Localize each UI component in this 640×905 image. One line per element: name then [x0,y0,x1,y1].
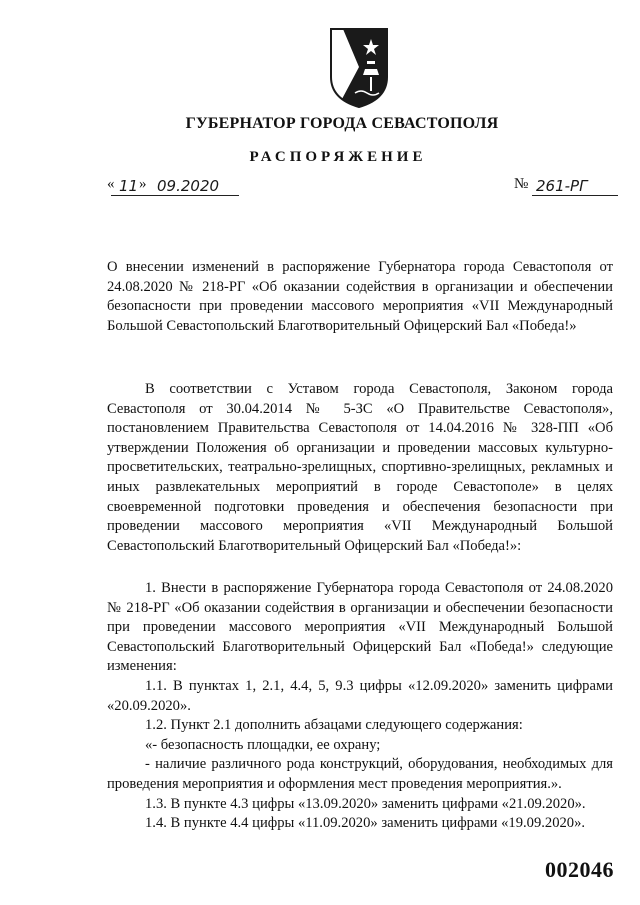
item-1: 1. Внести в распоряжение Губернатора города Севастополя от 24.08.2020 № 218-РГ «Об оказании содействия в организации и обеспечении безопасности при проведении массового мероприятия «VII Международный Большой Севастопольский Благотворительный Офицерский Бал «Победа!» следующие изменения: [107,580,613,675]
item-1-3: 1.3. В пункте 4.3 цифры «13.09.2020» заменить цифрами «21.09.2020». [145,795,586,812]
order-items [107,579,613,834]
preamble-paragraph: В соответствии с Уставом города Севастополя, Законом города Севастополя от 30.04.2014 № 5-ЗС «О Правительстве Севастополя», постановлением Правительства Севастополя от 14.04.2016 № 328-ПП «Об утверждении Положения об организации и проведении массовых культурно-просветительских, театрально-зрелищных, спортивно-зрелищных, рекламных и иных развлекательных мероприятий в городе Севастополе» в целях своевременной подготовки проведения и обеспечения безопасности при проведении массового мероприятия «VII Международный Большой Севастопольский Благотворительный Офицерский Бал «Победа!»: [107,381,613,554]
date-underline [111,195,239,196]
issuing-authority: ГУБЕРНАТОР ГОРОДА СЕВАСТОПОЛЯ [185,115,499,132]
number-underline [532,195,618,196]
item-1-1: 1.1. В пунктах 1, 2.1, 4.4, 5, 9.3 цифры «12.09.2020» заменить цифрами «20.09.2020». [107,677,613,714]
document-type-title: РАСПОРЯЖЕНИЕ [249,149,427,165]
date-day: 11 [119,177,139,195]
serial-number: 002046 [545,857,614,882]
item-1-2: 1.2. Пункт 2.1 дополнить абзацами следующего содержания: [145,717,523,734]
document-date [107,176,237,198]
item-1-4: 1.4. В пункте 4.4 цифры «11.09.2020» заменить цифрами «19.09.2020». [145,815,586,832]
date-open-quote: « [107,176,115,192]
document-number [514,176,619,198]
item-1-2-bullet-1: «- безопасность площадки, ее охрану; [145,736,381,753]
date-close-quote: » [139,176,147,192]
date-month-year: 09.2020 [157,177,220,195]
document-subject: О внесении изменений в распоряжение Губернатора города Севастополя от 24.08.2020 № 218-РГ «Об оказании содействия в организации и обеспечении безопасности при проведении массового мероприятия «VII Международный Большой Севастопольский Благотворительный Офицерский Бал «Победа!» [107,259,613,334]
coat-of-arms-icon [329,27,389,109]
item-1-2-bullet-2: - наличие различного рода конструкций, оборудования, необходимых для проведения мероприятия и оформления мест проведения мероприятия.». [107,756,613,792]
number-value: 261-РГ [536,177,588,195]
number-sign: № [514,176,529,192]
